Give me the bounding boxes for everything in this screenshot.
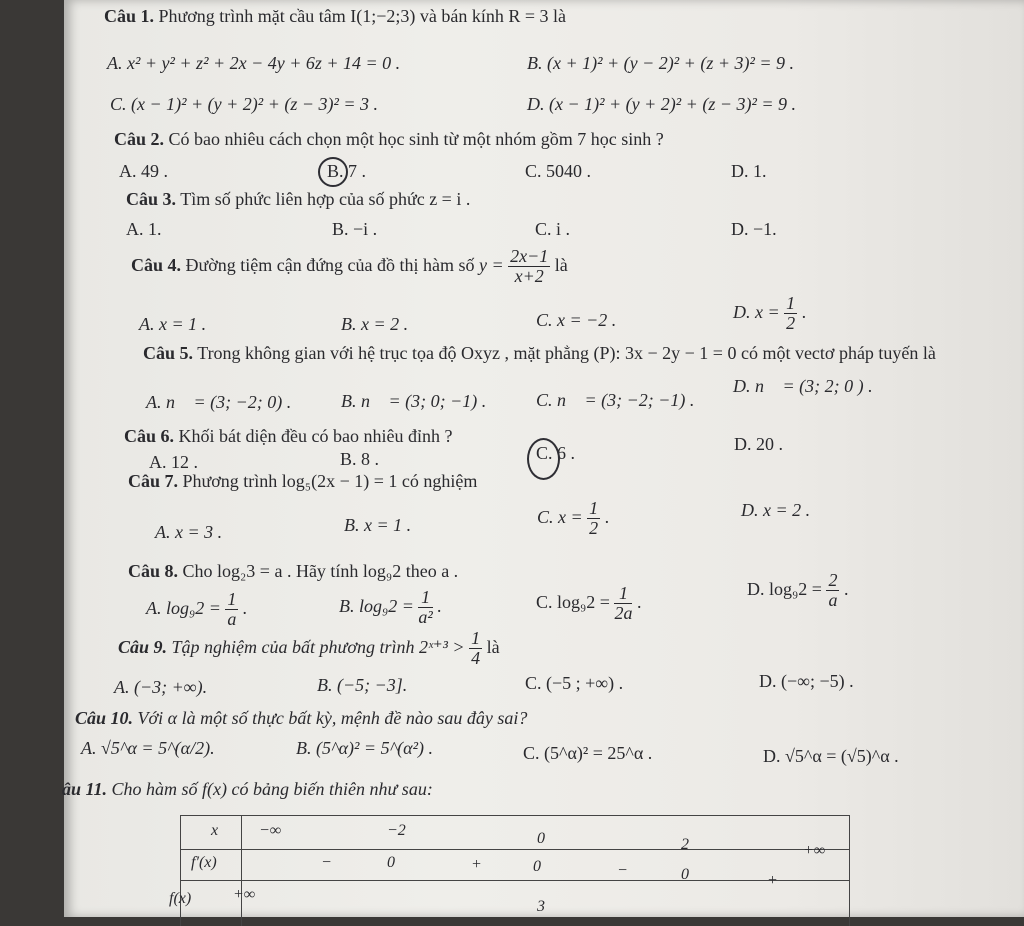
denominator: 2a [614,603,633,624]
question-label: Câu 10. [75,708,134,728]
f-value: +∞ [233,886,256,903]
option-b: B. n⃗ = (3; 0; −1) . [341,391,487,411]
option-a: A. x = 3 . [155,522,223,542]
x-value: −2 [387,822,406,839]
option-a [146,586,247,630]
table-divider [241,816,242,926]
question-label: Câu 1. [104,6,155,26]
option-c: C. x = −2 . [536,310,617,330]
numerator: 1 [589,497,599,518]
option-d: D. (x − 1)² + (y + 2)² + (z − 3)² = 9 . [527,94,797,114]
x-value: −∞ [259,822,282,839]
question-11 [62,779,433,800]
question-text: Phương trình mặt cầu tâm I(1;−2;3) và bán kính R = 3 là [158,6,567,26]
question-text: Với α là một số thực bất kỳ, mệnh đề nào sau đây sai? [137,708,528,728]
question-tail: là [486,637,500,657]
option-c-fraction [614,584,632,625]
numerator: 1 [786,292,796,313]
question-3 [126,189,470,210]
option-d: D. n⃗ = (3; 2; 0 ) . [733,376,873,396]
question-label: Câu 6. [124,426,175,446]
option-d: D. (−∞; −5) . [759,671,854,691]
question-6 [124,426,452,447]
option-a-prefix: A. log₉2 = [146,598,221,618]
denominator: a [828,590,838,611]
option-d-prefix: D. x = [733,302,780,322]
question-text: Tập nghiệm của bất phương trình 2ˣ⁺³ > [171,637,465,657]
numerator: 1 [614,584,632,605]
option-b: B. 7 . [327,161,367,181]
sign-value: 0 [533,858,541,875]
numerator: 1 [471,627,481,648]
option-d-fraction [784,294,797,335]
numerator: 1 [227,588,237,609]
x-value: 0 [537,830,545,847]
option-d: D. x = 2 . [741,500,811,520]
option-d-fraction [826,571,839,612]
option-d [733,290,806,334]
question-label: Câu 2. [114,129,165,149]
option-c-prefix: C. log₉2 = [536,592,610,612]
denominator: a² [418,607,433,628]
question-label: Câu 5. [143,343,194,363]
denominator: a [227,609,237,630]
option-c [537,495,609,539]
numerator: 1 [418,588,432,609]
question-text: Trong không gian với hệ trục tọa độ Oxyz , mặt phẳng (P): 3x − 2y − 1 = 0 có một vectơ pháp tuyến là [197,343,936,363]
option-c-suffix: . [604,507,610,527]
option-c: C. 5040 . [525,161,592,181]
question-text: Tìm số phức liên hợp của số phức z = i . [180,189,471,209]
option-a: A. 49 . [119,161,168,181]
question-8 [128,561,458,582]
option-b: B. (x + 1)² + (y − 2)² + (z + 3)² = 9 . [527,53,795,73]
option-c-prefix: C. x = [537,507,583,527]
option-b: B. (−5; −3]. [317,675,408,695]
option-b [339,584,442,628]
option-a: A. 12 . [149,452,198,472]
sign-value: − [321,854,332,871]
question-10 [75,708,527,729]
option-d: D. 20 . [734,434,783,454]
question-fraction [469,629,482,670]
option-c: C. n⃗ = (3; −2; −1) . [536,390,695,410]
option-a: A. n⃗ = (3; −2; 0) . [146,392,292,412]
f-value: 3 [537,898,545,915]
option-b-suffix: . [437,596,442,616]
option-d: D. 1. [731,161,767,181]
function-name: y = [479,255,504,275]
option-b: B. x = 2 . [341,314,409,334]
x-value: +∞ [803,842,826,859]
option-a: A. 1. [126,219,162,239]
option-b: B. −i . [332,219,378,239]
question-label: Câu 4. [131,255,182,275]
sign-value: 0 [681,866,689,883]
table-divider [181,849,849,850]
option-d-prefix: D. log₉2 = [747,579,822,599]
option-b: B. x = 1 . [344,515,412,535]
question-text: Đường tiệm cận đứng của đồ thị hàm số [185,255,475,275]
question-label: Câu 7. [128,471,179,491]
option-b-fraction [418,588,432,629]
denominator: 2 [589,518,599,539]
question-label: âu 11. [62,779,108,799]
option-d-suffix: . [801,302,807,322]
question-label: Câu 8. [128,561,179,581]
option-d-suffix: . [843,579,849,599]
option-c-suffix: . [636,592,642,612]
function-fraction [508,247,550,288]
option-c-fraction [587,499,600,540]
question-text: Cho hàm số f(x) có bảng biến thiên như sau: [111,779,433,799]
question-1 [104,6,566,27]
variation-table [169,815,850,926]
option-a: A. x² + y² + z² + 2x − 4y + 6z + 14 = 0 . [107,53,401,73]
option-a-suffix: . [242,598,248,618]
numerator: 2 [828,569,838,590]
sign-value: + [471,856,482,873]
option-c: C. (x − 1)² + (y + 2)² + (z − 3)² = 3 . [110,94,379,114]
option-d: D. √5^α = (√5)^α . [763,746,899,766]
option-c [536,580,641,624]
denominator: 2 [786,313,796,334]
x-value: 2 [681,836,689,853]
question-text: Khối bát diện đều có bao nhiêu đỉnh ? [178,426,453,446]
option-c: C. 6 . [536,443,576,463]
row-label-f: f(x) [169,890,192,907]
sign-value: + [767,872,778,889]
question-2 [114,129,664,150]
question-text: Phương trình log₅(2x − 1) = 1 có nghiệm [182,471,478,491]
question-5 [143,343,936,364]
question-4 [131,243,568,287]
denominator: 4 [471,648,481,669]
answer-circle-mark [527,438,560,480]
row-label-fprime: f′(x) [191,854,217,871]
question-label: Câu 9. [118,637,168,657]
question-7 [128,471,477,492]
option-a: A. √5^α = 5^(α/2). [81,738,215,758]
question-9 [118,625,500,669]
sign-value: 0 [387,854,395,871]
answer-circle-mark [318,157,348,187]
option-b-prefix: B. log₉2 = [339,596,414,616]
option-b: B. (5^α)² = 5^(α²) . [296,738,433,758]
question-label: Câu 3. [126,189,177,209]
numerator: 2x−1 [510,245,549,266]
option-a: A. (−3; +∞). [114,677,208,697]
option-b: B. 8 . [340,449,380,469]
option-c: C. (−5 ; +∞) . [525,673,624,693]
table-divider [181,880,849,881]
option-d: D. −1. [731,219,777,239]
row-label-x: x [211,822,219,839]
option-a: A. x = 1 . [139,314,207,334]
option-c: C. i . [535,219,571,239]
denominator: x+2 [514,266,544,287]
option-d [747,567,848,611]
sign-value: − [617,862,628,879]
question-text: Cho log₂3 = a . Hãy tính log₉2 theo a . [182,561,459,581]
question-tail: là [554,255,568,275]
question-text: Có bao nhiêu cách chọn một học sinh từ một nhóm gồm 7 học sinh ? [168,129,664,149]
option-c: C. (5^α)² = 25^α . [523,743,653,763]
